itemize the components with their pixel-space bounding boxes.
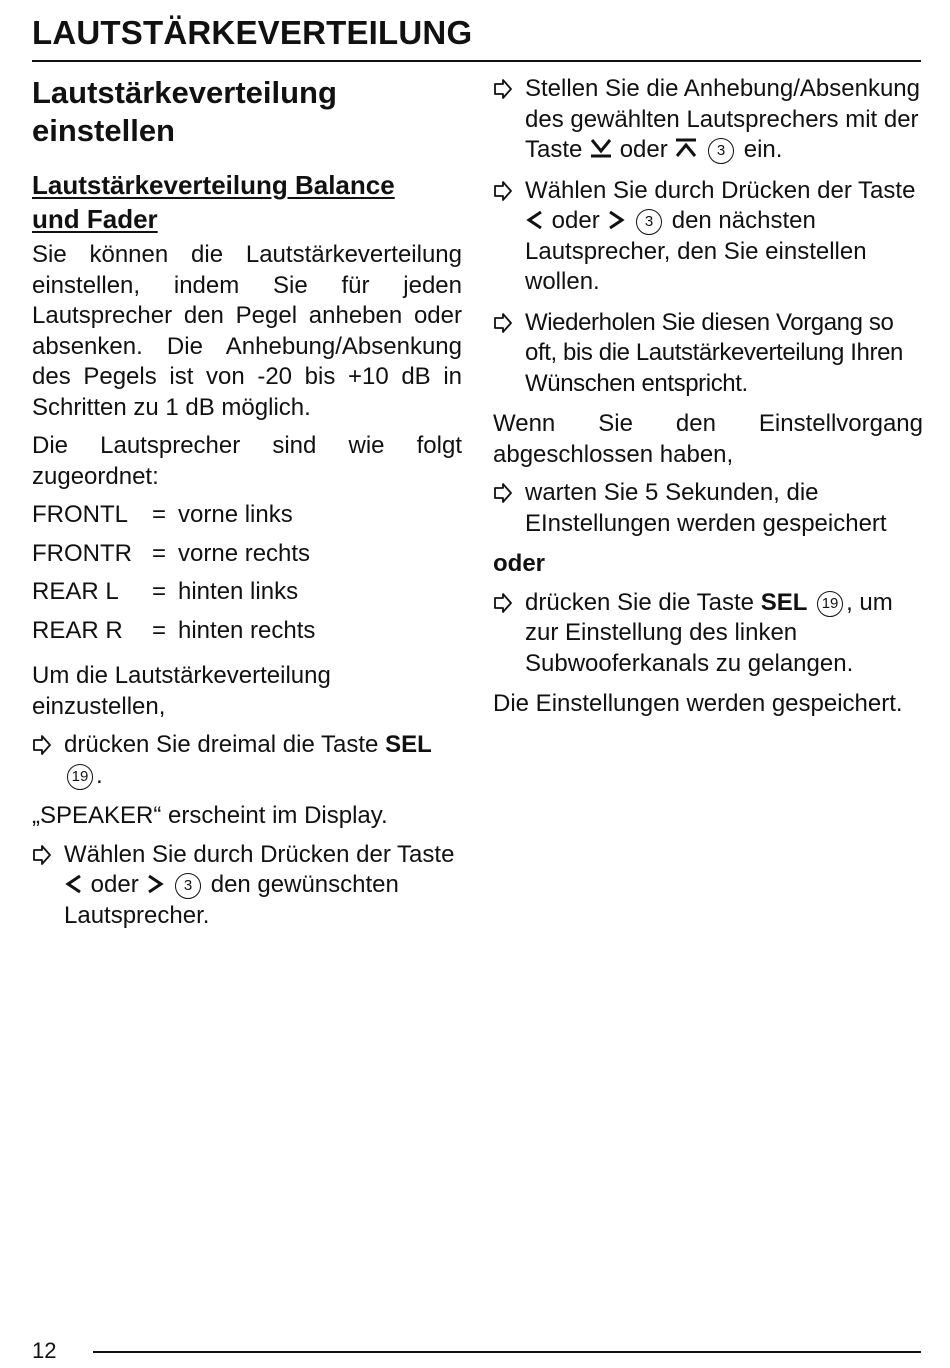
up-arrow-key-icon xyxy=(674,137,698,159)
speaker-description: hinten rechts xyxy=(178,616,316,644)
hollow-arrow-right-icon xyxy=(32,840,54,870)
oder-label: oder xyxy=(493,550,546,577)
instruction-step xyxy=(493,176,923,298)
speaker-row xyxy=(32,500,462,539)
hollow-arrow-right-icon xyxy=(493,308,515,338)
oder-text: oder xyxy=(545,207,607,234)
step-text: Wählen Sie durch Drücken der Taste xyxy=(64,840,455,868)
instruction-step xyxy=(493,478,923,539)
speaker-description: vorne links xyxy=(178,501,293,528)
oder-text: oder xyxy=(613,136,675,163)
equals-sign: = xyxy=(152,539,167,567)
hollow-arrow-right-icon xyxy=(493,588,515,618)
reference-number: 3 xyxy=(636,209,662,235)
step-text: drücken Sie dreimal die Taste xyxy=(64,731,386,758)
speaker-row xyxy=(32,577,462,616)
instruction-step xyxy=(493,308,923,400)
oder-text: oder xyxy=(84,871,146,898)
intro-paragraph: Sie können die Lautstärkeverteilung einstellen, indem Sie für jeden Lautsprecher den Pegel anheben oder absenken. Die Anhebung/Absenkung des Pegels ist von -20 bis +10 dB in Schritten zu 1 dB möglich. xyxy=(32,241,462,421)
reference-number: 3 xyxy=(175,873,201,899)
speaker-assignment-table xyxy=(32,500,462,654)
step-text-cont: den nächsten Lautsprecher, den Sie einstellen wollen. xyxy=(525,207,867,295)
left-column xyxy=(32,74,462,941)
sel-key-label: SEL xyxy=(760,588,808,616)
step-text-cont: den gewünschten xyxy=(204,871,399,898)
page-title: LAUTSTÄRKEVERTEILUNG xyxy=(32,14,473,51)
step-end: . xyxy=(96,761,103,789)
instruction-step xyxy=(32,730,462,791)
chevron-right-icon xyxy=(606,209,626,231)
finish-intro: Wenn Sie den Einstellvorgang abgeschlossen haben, xyxy=(493,410,923,468)
instruction-step xyxy=(493,74,923,166)
speaker-code: REAR R xyxy=(32,616,123,644)
step-text: warten Sie 5 Sekunden, die EInstellungen werden gespeichert xyxy=(525,479,887,537)
step-text: Stellen Sie die Anhebung/Absenkung des gewählten Lautsprechers mit der Taste xyxy=(525,75,920,163)
hollow-arrow-right-icon xyxy=(32,730,54,760)
section-heading-line-2: einstellen xyxy=(32,113,175,148)
down-arrow-key-icon xyxy=(589,137,613,159)
reference-number: 3 xyxy=(708,138,734,164)
instruction-step xyxy=(32,840,462,932)
speaker-description: hinten links xyxy=(178,578,299,605)
hollow-arrow-right-icon xyxy=(493,74,515,104)
reference-number: 19 xyxy=(817,591,843,617)
sub-heading xyxy=(32,168,462,236)
final-note: Die Einstellungen werden gespeichert. xyxy=(493,690,903,717)
chevron-left-icon xyxy=(64,873,84,895)
equals-sign: = xyxy=(152,616,167,644)
step-end: ein. xyxy=(737,136,783,163)
section-heading-line-1: Lautstärkeverteilung xyxy=(32,75,337,110)
hollow-arrow-right-icon xyxy=(493,176,515,206)
header-divider xyxy=(32,60,921,62)
step-text: Wählen Sie durch Drücken der Taste xyxy=(525,176,916,204)
chevron-left-icon xyxy=(525,209,545,231)
chevron-right-icon xyxy=(145,873,165,895)
equals-sign: = xyxy=(152,578,167,605)
sub-heading-line-1: Lautstärkeverteilung Balance xyxy=(32,170,395,200)
step-text-cont: , um zur Einstellung des linken Subwooferkanals zu gelangen. xyxy=(525,588,893,677)
sub-heading-line-2: und Fader xyxy=(32,204,158,234)
footer-divider xyxy=(93,1351,921,1353)
speaker-code: REAR L xyxy=(32,578,119,605)
equals-sign: = xyxy=(152,501,167,528)
speaker-row xyxy=(32,616,462,655)
speaker-code: FRONTL xyxy=(32,501,128,528)
hollow-arrow-right-icon xyxy=(493,478,515,508)
step-text: Wiederholen Sie diesen Vorgang so oft, bis die Lautstärkeverteilung Ihren Wünschen entspricht. xyxy=(525,308,903,397)
assignment-intro: Die Lautsprecher sind wie folgt zugeordnet: xyxy=(32,432,462,490)
display-note: „SPEAKER“ erscheint im Display. xyxy=(32,802,388,829)
step-text-end: Lautsprecher. xyxy=(64,901,210,929)
speaker-code: FRONTR xyxy=(32,539,132,567)
adjust-intro: Um die Lautstärkeverteilung einzustellen, xyxy=(32,662,331,720)
step-text: drücken Sie die Taste xyxy=(525,588,761,616)
speaker-row xyxy=(32,539,462,578)
reference-number: 19 xyxy=(67,764,93,790)
section-heading xyxy=(32,74,462,150)
sel-key-label: SEL xyxy=(385,731,432,758)
instruction-step xyxy=(493,588,923,680)
speaker-description: vorne rechts xyxy=(178,539,311,567)
page-number: 12 xyxy=(32,1338,57,1363)
right-column xyxy=(493,74,923,728)
